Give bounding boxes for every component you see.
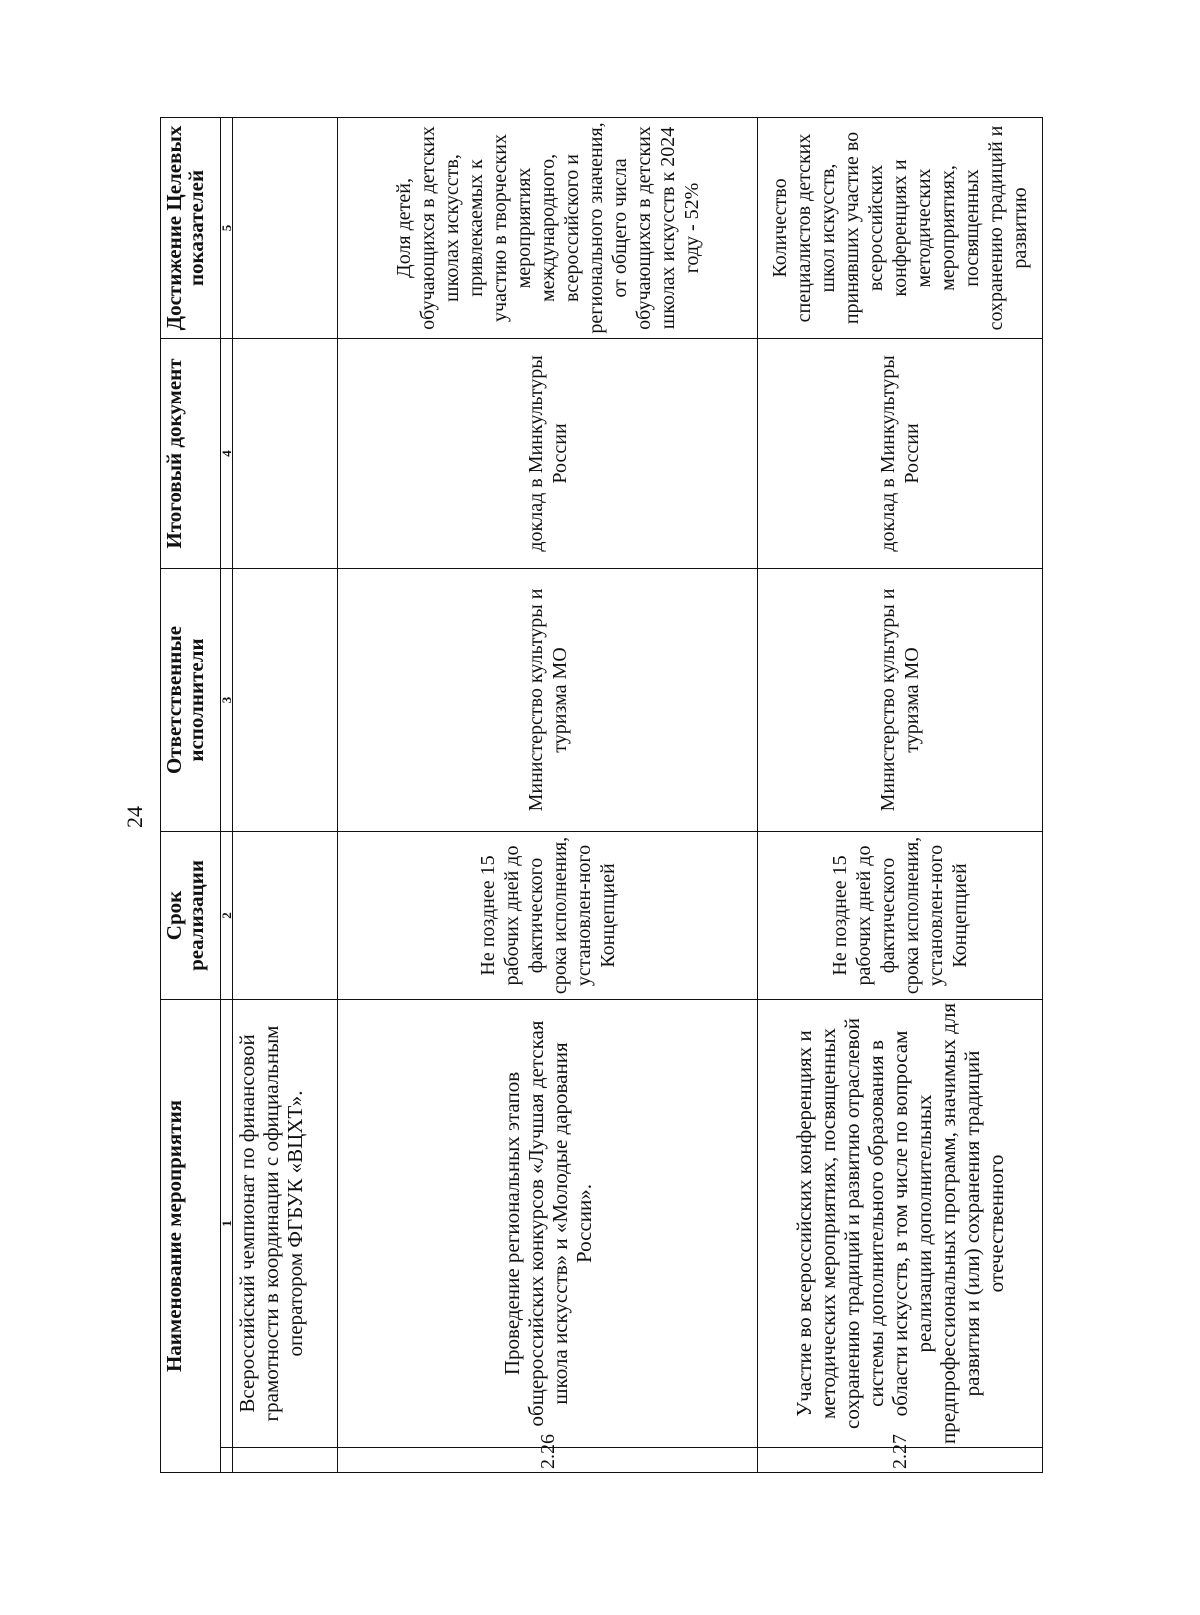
column-number-5: 5 <box>221 117 233 338</box>
targets-cell <box>233 117 338 338</box>
header-document: Итоговый документ <box>161 338 221 568</box>
deadline-cell <box>233 831 338 999</box>
header-deadline: Срок реализации <box>161 831 221 999</box>
event-cell: Участие во всероссийских конференциях и методических мероприятиях, посвященных сохранению традиций и развитию отраслевой системы дополнительного образования в области искусств, в том числе по вопросам реализации дополнительных предпрофессиональных программ, значимых для развития и (или) сохранения традиций отечественного <box>758 999 1043 1447</box>
column-number-blank <box>221 1448 233 1473</box>
header-row <box>161 117 221 1472</box>
table-row <box>338 117 758 1472</box>
column-number-4: 4 <box>221 338 233 568</box>
executors-cell <box>233 568 338 831</box>
deadline-cell: Не позднее 15 рабочих дней до фактического срока исполнения, установлен-ного Концепцией <box>758 831 1043 999</box>
column-number-1: 1 <box>221 999 233 1447</box>
event-cell: Всероссийский чемпионат по финансовой грамотности в координации с официальным оператором ФГБУК «ВЦХТ». <box>233 999 338 1447</box>
executors-cell: Министерство культуры и туризма МО <box>338 568 758 831</box>
event-cell: Проведение региональных этапов общероссийских конкурсов «Лучшая детская школа искусств» и «Молодые дарования России». <box>338 999 758 1447</box>
header-targets: Достижение Целевых показателей <box>161 117 221 338</box>
header-executors: Ответственные исполнители <box>161 568 221 831</box>
row-number: 2.26 <box>338 1448 758 1473</box>
table-row <box>758 117 1043 1472</box>
deadline-cell: Не позднее 15 рабочих дней до фактического срока исполнения, установлен-ного Концепцией <box>338 831 758 999</box>
page-number: 24 <box>122 806 147 828</box>
targets-cell: Доля детей, обучающихся в детских школах искусств, привлекаемых к участию в творческих мероприятиях международного, всероссийского и регионального значения, от общего числа обучающихся в детских школах искусств к 2024 году - 52% <box>338 117 758 338</box>
document-cell <box>233 338 338 568</box>
column-number-3: 3 <box>221 568 233 831</box>
column-number-2: 2 <box>221 831 233 999</box>
document-cell: доклад в Минкультуры России <box>338 338 758 568</box>
table-row <box>233 117 338 1472</box>
events-table <box>160 117 1043 1473</box>
document-cell: доклад в Минкультуры России <box>758 338 1043 568</box>
header-event: Наименование мероприятия <box>161 999 221 1472</box>
executors-cell: Министерство культуры и туризма МО <box>758 568 1043 831</box>
rotated-table-container <box>160 118 1043 1473</box>
targets-cell: Количество специалистов детских школ искусств, принявших участие во всероссийских конференциях и методических мероприятиях, посвященных сохранению традиций и развитию <box>758 117 1043 338</box>
row-number: 2.27 <box>758 1448 1043 1473</box>
row-number <box>233 1448 338 1473</box>
column-number-row <box>221 117 233 1472</box>
